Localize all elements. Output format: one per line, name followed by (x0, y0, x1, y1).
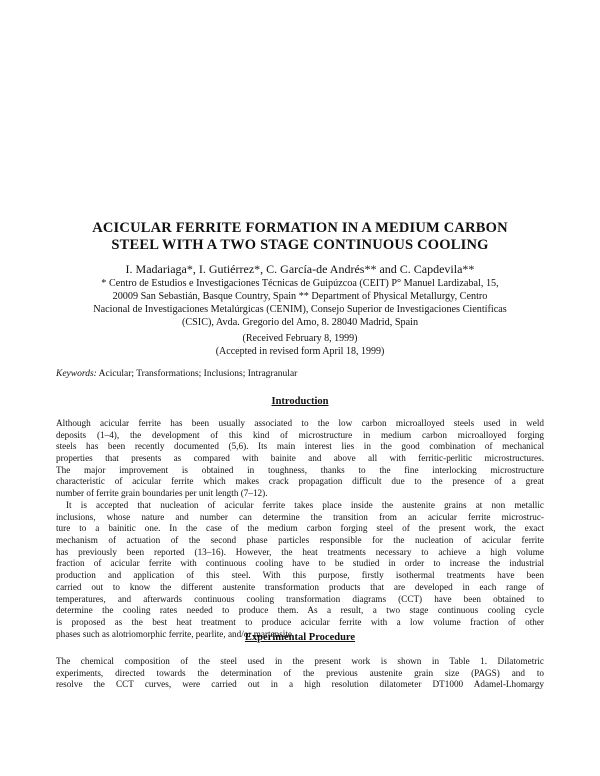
section-heading-text: Introduction (271, 396, 329, 407)
paper-title-line-1: ACICULAR FERRITE FORMATION IN A MEDIUM CARBON (92, 220, 508, 236)
text-line: number of ferrite grain boundaries per unit length (7–12). (56, 488, 268, 499)
text-line: resolve the CCT curves, were carried out in a high resolution dilatometer DT1000 Adamel-Lhomargy (56, 679, 544, 690)
text-line: fraction of acicular ferrite with continuous cooling have to be studied in order to increase the industrial (56, 558, 544, 569)
text-line: Although acicular ferrite has been usually associated to the low carbon microalloyed steels used in weld (56, 418, 544, 428)
author-list: I. Madariaga*, I. Gutiérrez*, C. García-de Andrés** and C. Capdevila** (125, 262, 475, 276)
accepted-date: (Accepted in revised form April 18, 1999) (215, 346, 385, 357)
keywords-label: Keywords: (56, 369, 97, 379)
affiliation-line: 20009 San Sebastián, Basque Country, Spain ** Department of Physical Metallurgy, Centro (112, 291, 488, 302)
text-line: production and application of this steel. With this purpose, firstly isothermal treatments have been (56, 570, 544, 581)
text-line: The chemical composition of the steel used in the present work is shown in Table 1. Dilatometric (56, 656, 544, 666)
text-line: experiments, directed towards the determination of the previous austenite grain size (PAGS) and to (56, 667, 544, 678)
text-line: properties that presents as compared with bainite and above all with ferritic-perlitic microstructures. (56, 453, 544, 464)
text-line: phases such as alotriomorphic ferrite, pearlite, and/or martensite. (56, 628, 295, 639)
text-line: mechanism of actuation of the second phase particles responsible for the nucleation of acicular ferrite (56, 535, 544, 546)
keywords (56, 368, 297, 380)
text-line: carried out to know the different austenite transformation products that are developed in each range of (56, 581, 544, 592)
text-line: temperatures, and afterwards continuous cooling transformation diagrams (CCT) have been obtained to (56, 593, 544, 604)
paper-title-line-2: STEEL WITH A TWO STAGE CONTINUOUS COOLING (111, 237, 489, 253)
affiliation-line: * Centro de Estudios e Investigaciones Técnicas de Guipúzcoa (CEIT) P° Manuel Lardizabal, 15, (101, 278, 499, 289)
received-date: (Received February 8, 1999) (242, 333, 358, 344)
section-heading-text: Experimental Procedure (244, 632, 356, 643)
text-line: determine the cooling rates needed to produce them. As a result, a two stage continuous cooling cycle (56, 605, 544, 616)
text-line: deposits (1–4), the development of this kind of microstructure in medium carbon microalloyed forging (56, 429, 544, 440)
section-heading-experimental-procedure (40, 628, 560, 644)
experimental-paragraph-1 (56, 656, 544, 691)
intro-paragraph-1 (56, 418, 544, 500)
text-line: The major improvement is obtained in toughness, thanks to the fine interlocking microstructure (56, 464, 544, 475)
keywords-text: Acicular; Transformations; Inclusions; Intragranular (96, 369, 298, 379)
text-line: ture to a bainitic one. In the case of the medium carbon forging steel of the present work, the exact (56, 523, 544, 534)
section-heading-introduction (40, 395, 560, 408)
text-line: characteristic of acicular ferrite which makes crack propagation difficult due to the presence of a great (56, 476, 544, 487)
text-line: It is accepted that nucleation of acicular ferrite takes place inside the austenite grains at non metallic (66, 500, 544, 510)
text-line: steels has been recently documented (5,6). Its main interest lies in the good combination of mechanical (56, 441, 544, 452)
text-line: is proposed as the best heat treatment to produce acicular ferrite with a low volume fraction of other (56, 616, 544, 627)
text-line: inclusions, whose nature and number can determine the transition from an acicular ferrite microstruc- (56, 511, 544, 522)
text-line: has previously been reported (13–16). However, the heat treatments necessary to achieve a high volume (56, 546, 544, 557)
affiliation-line: (CSIC), Avda. Gregorio del Amo, 8. 28040 Madrid, Spain (181, 317, 419, 328)
intro-paragraph-2 (56, 500, 544, 640)
affiliation-line: Nacional de Investigaciones Metalúrgicas (CENIM), Consejo Superior de Investigaciones Científicas (93, 304, 507, 315)
